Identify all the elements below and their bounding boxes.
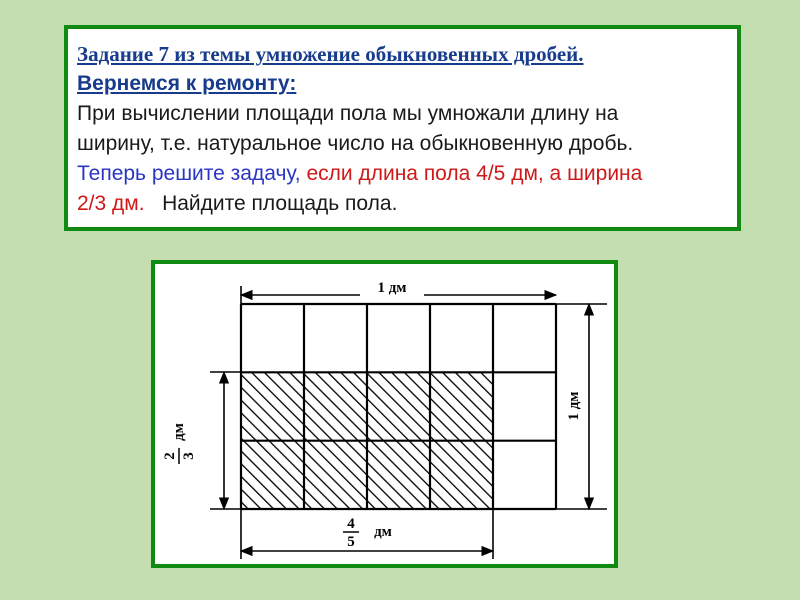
bottom-fraction-denominator: 5: [347, 534, 355, 550]
area-diagram: [155, 264, 622, 572]
task-panel: [64, 25, 741, 231]
task-title: Задание 7 из темы умножение обыкновенных дробей.: [77, 42, 584, 66]
problem-intro: Теперь решите задачу,: [77, 162, 301, 185]
figure-panel: [151, 260, 618, 568]
grid: [241, 304, 556, 509]
task-problem-line-1: [77, 159, 727, 189]
task-paragraph-line-2: ширину, т.е. натуральное число на обыкновенную дробь.: [77, 132, 634, 155]
left-dimension-label: [162, 423, 197, 464]
task-problem-line-2: [77, 189, 727, 219]
problem-question: Найдите площадь пола.: [162, 192, 398, 215]
bottom-fraction-numerator: 4: [347, 516, 355, 532]
problem-width: 2/3 дм.: [77, 192, 145, 215]
left-fraction-unit: дм: [171, 423, 187, 441]
bottom-fraction-unit: дм: [374, 524, 392, 540]
left-fraction-numerator: 2: [162, 452, 178, 460]
task-subtitle: Вернемся к ремонту: [77, 72, 290, 95]
left-fraction-denominator: 3: [181, 452, 197, 460]
top-dimension-label: 1 дм: [377, 280, 407, 296]
task-subtitle-line: [77, 69, 727, 99]
right-dimension-label: 1 дм: [566, 391, 582, 421]
problem-dimensions: если длина пола 4/5 дм, а ширина: [306, 162, 643, 185]
task-paragraph-line-1: При вычислении площади пола мы умножали длину на: [77, 102, 619, 125]
task-subtitle-colon: :: [289, 72, 297, 95]
